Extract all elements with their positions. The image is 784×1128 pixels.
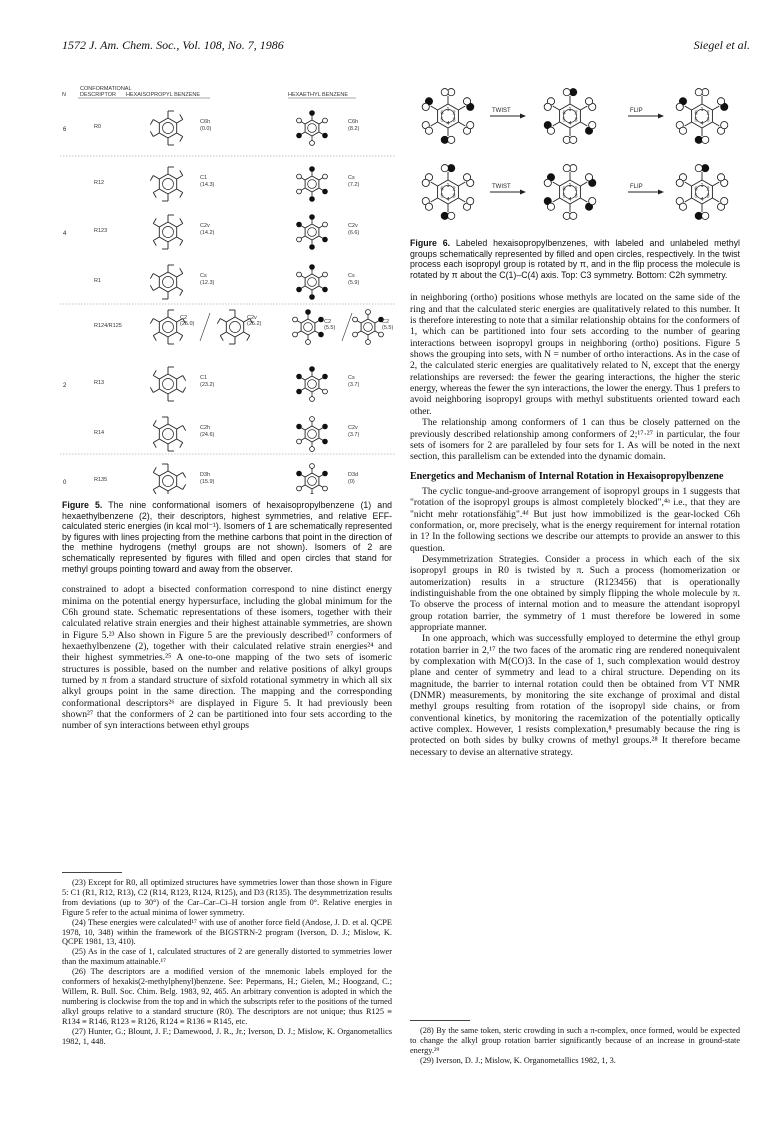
conformer-row xyxy=(63,367,359,402)
energy: (8.2) xyxy=(348,126,360,132)
energy: (7.2) xyxy=(348,182,360,188)
row-c3 xyxy=(422,89,728,144)
ring-number: 6 xyxy=(440,110,444,117)
ring-number: 6 xyxy=(694,110,698,117)
symmetry: C2 xyxy=(382,319,390,325)
descriptor: R13 xyxy=(94,380,105,386)
footnote: (26) The descriptors are a modified version of the mnemonic labels employed for the conformers of hexakis(2-methylphenyl)benzene. See: Pepermans, H.; Gielen, M.; Hoogzand, C.; Willem, R. Bull. Soc. Chim. Belg. 1983, 92, 465. An arbitrary convention is adopted in which the numbering is clockwise from the top and in which the subscripts refer to the positions of the turned alkyl groups relative to a standard structure (R0). The descriptors are not unique; thus R125 ≡ R134 ≡ R146, R123 ≡ R126, R124 ≡ R136 ≡ R145, etc. xyxy=(62,967,392,1026)
col-header: DESCRIPTOR xyxy=(80,92,116,98)
footnote: (25) As in the case of 1, calculated structures of 2 are generally distorted to symmetries lower than the maximum attainable.¹⁷ xyxy=(62,947,392,967)
energy: (25.0) xyxy=(180,321,195,327)
energy: (0) xyxy=(348,479,355,485)
separator xyxy=(342,313,352,341)
ring-number: 3 xyxy=(706,117,710,124)
symmetry: C2v xyxy=(348,425,358,431)
ring-number: 2 xyxy=(574,186,578,193)
conformer-row xyxy=(63,111,359,146)
arrow-head xyxy=(658,190,664,195)
ring-number: 5 xyxy=(694,117,698,124)
body-paragraph: In one approach, which was successfully employed to determine the ethyl group rotation barrier in 2,¹⁷ the two faces of the aromatic ring are rendered nonequivalent by complexation with M(CO)3. In the case of 1, such complexation would destroy plane and center of symmetry and lead to a chiral structure. Depending on its magnitude, the barrier to internal rotation could then be obtained from VT NMR (DNMR) measurements, by monitoring the site exchange of proximal and distal methyl groups resulting from rotation of the isopropyl side chains, or from conventional kinetics, by monitoring the racemization of the potentially optically active complex. However, 1 resists complexation,⁸ presumably because the ring is protected on both sides by bulky crowns of methyl groups.²⁸ It therefore became necessary to devise an alternative strategy. xyxy=(410,633,740,758)
symmetry: Cs xyxy=(348,175,355,181)
ring-number: 5 xyxy=(694,193,698,200)
process-label: FLIP xyxy=(630,108,643,114)
symmetry: C6h xyxy=(200,119,211,125)
ring-number: 1 xyxy=(568,107,572,113)
caption-text: The nine conformational isomers of hexaisopropylbenzene (1) and hexaethylbenzene (2), their descriptors, highest symmetries, and relative EFF-calculated steric energies (in kcal mol⁻¹). Isomers of 1 are schematically represented by figures with lines projecting from the methine carbons that point in the direction of the methine hydrogens (methyl groups are not shown). Isomers of 2 are schematically represented by figures with filled and open circles that stand for methyl groups pointing toward and away from the observer. xyxy=(62,500,392,574)
ring-number: 5 xyxy=(562,117,566,124)
footnote: (23) Except for R0, all optimized structures have symmetries lower than those shown in Figure 5: C1 (R1, R12, R13), C2 (R14, R123, R124, R125), and D3 (R135). The desymmetrization results from deviations (up to 30°) of the Car–Car–Ci–H torsion angle from 0°. Relative energies in Figure 5 refer to the actual minima of lower symmetry. xyxy=(62,878,392,917)
ring-number: 4 xyxy=(700,121,704,127)
energy: (14.3) xyxy=(200,182,215,188)
ring-number: 6 xyxy=(562,110,566,117)
ring-number: 1 xyxy=(446,107,450,113)
symmetry: C2 xyxy=(324,319,332,325)
footnote-divider xyxy=(62,872,122,873)
energy: (12.3) xyxy=(200,280,215,286)
symmetry: Cs xyxy=(348,273,355,279)
symmetry: C1 xyxy=(200,375,208,381)
process-label: TWIST xyxy=(492,108,511,114)
ring-number: 2 xyxy=(706,186,710,193)
symmetry: C2h xyxy=(200,425,211,431)
symmetry: C2v xyxy=(348,223,358,229)
ring-number: 3 xyxy=(452,117,456,124)
arrow-head xyxy=(520,190,526,195)
conformer-row xyxy=(94,265,359,300)
ring-number: 3 xyxy=(574,193,578,200)
energy: (23.2) xyxy=(200,382,215,388)
conformer-row xyxy=(94,167,359,202)
ring-number: 4 xyxy=(700,197,704,203)
ring-number: 6 xyxy=(562,186,566,193)
n-value: 2 xyxy=(63,383,67,389)
footnote: (27) Hunter, G.; Blount, J. F.; Damewood, J. R., Jr.; Iverson, D. J.; Mislow, K. Organometallics 1982, 1, 448. xyxy=(62,1026,392,1046)
ring-number: 3 xyxy=(706,193,710,200)
ring-number: 4 xyxy=(446,197,450,203)
process-label: TWIST xyxy=(492,184,511,190)
descriptor: R14 xyxy=(94,430,105,436)
body-paragraph: in neighboring (ortho) positions whose methyls are located on the same side of the ring and that the calculated steric energies are qualitatively related to this number. It is therefore interesting to note that a similar relationship obtains for the conformers of 1, which can be partitioned into four sets according to the number of gearing interactions between isopropyl groups in neighboring (ortho) positions. Figure 5 shows the grouping into sets, with N = number of ortho interactions. As in the case of 2, the calculated steric energies are qualitatively related to N, except that the energy relationships are reversed: the fewer the gearing interactions, the higher the steric energy, whereas the fewer the syn interactions, the lower the energy. Thus 1 prefers to avoid neighboring isopropyl groups with methyl substituents oriented toward each other. xyxy=(410,292,740,417)
col-header: HEXAETHYL BENZENE xyxy=(288,92,349,98)
body-paragraph: Desymmetrization Strategies. Consider a process in which each of the six isopropyl groups in R0 is twisted by π. Such a process (homomerization or automerization) results in a structure (R123456) that is operationally indistinguishable from the one obtained by simply flipping the whole molecule by π. To observe the process of internal motion and to measure the attendant isopropyl group rotation barrier, the symmetry of 1 must therefore be lowered in some appropriate manner. xyxy=(410,553,740,633)
section-heading: Energetics and Mechanism of Internal Rotation in Hexaisopropylbenzene xyxy=(410,470,724,482)
energy: (3.7) xyxy=(348,382,360,388)
caption-label: Figure 5. xyxy=(62,500,103,510)
symmetry: C2v xyxy=(200,223,210,229)
footnote: (29) Iverson, D. J.; Mislow, K. Organometallics 1982, 1, 3. xyxy=(420,1055,616,1065)
row-c2h xyxy=(422,165,728,220)
symmetry: Cs xyxy=(200,273,207,279)
symmetry: C6h xyxy=(348,119,359,125)
ring-number: 5 xyxy=(440,117,444,124)
ring-number: 1 xyxy=(568,183,572,189)
energy: (5.5) xyxy=(382,325,394,331)
symmetry: C2 xyxy=(180,315,188,321)
ring-number: 1 xyxy=(700,183,704,189)
separator xyxy=(200,313,210,341)
ring-number: 2 xyxy=(706,110,710,117)
energy: (6.6) xyxy=(348,230,360,236)
energy: (5.9) xyxy=(348,280,360,286)
body-paragraph: The relationship among conformers of 1 can thus be closely patterned on the previously described relationship among conformers of 2;¹⁷·²⁷ in particular, the four sets of isomers for 2 are paralleled by four sets for 1. As will be noted in the next section, this parallelism can be extended into the dynamic domain. xyxy=(410,417,740,463)
descriptor: R124/R125 xyxy=(94,323,122,329)
ring-number: 5 xyxy=(440,193,444,200)
col-header: CONFORMATIONAL xyxy=(80,86,132,92)
running-header xyxy=(62,38,750,53)
col-header: HEXAISOPROPYL BENZENE xyxy=(126,92,201,98)
ring-number: 3 xyxy=(574,117,578,124)
descriptor: R135 xyxy=(94,477,108,483)
arrow-head xyxy=(520,114,526,119)
figure-5 xyxy=(60,84,396,494)
conformer-row xyxy=(94,417,359,452)
conformer-row xyxy=(63,215,359,250)
energy: (5.5) xyxy=(324,325,336,331)
ring-number: 4 xyxy=(446,121,450,127)
left-footnotes xyxy=(62,878,392,1046)
symmetry: D3h xyxy=(200,472,211,478)
symmetry: D3d xyxy=(348,472,359,478)
ring-number: 6 xyxy=(694,186,698,193)
ring-number: 4 xyxy=(568,121,572,127)
right-footnotes xyxy=(410,1026,740,1066)
ring-number: 2 xyxy=(452,186,456,193)
footnote: (24) These energies were calculated¹⁷ with use of another force field (Andose, J. D. et al. QCPE 1978, 10, 348) within the framework of the BIGSTRN-2 program (Iverson, D. J.; Mislow, K. QCPE 1981, 13, 410). xyxy=(62,917,392,947)
body-paragraph: The cyclic tongue-and-groove arrangement of isopropyl groups in 1 suggests that "rotation of the isopropyl groups is almost completely blocked",⁴ᵃ i.e., that they are "nicht mehr rotationsfähig".⁴ᵈ But just how immobilized is the gear-locked C6h conformation, or, more precisely, what is the energy requirement for internal rotation in 1? In the following sections we describe our attempts to provide an answer to this question. xyxy=(410,485,740,554)
ring-number: 2 xyxy=(452,110,456,117)
energy: (14.2) xyxy=(200,230,215,236)
left-column xyxy=(62,500,392,732)
energy: (0.0) xyxy=(200,126,212,132)
process-label: FLIP xyxy=(630,184,643,190)
ring-number: 1 xyxy=(446,183,450,189)
figure-6 xyxy=(410,82,740,234)
figure-5-caption xyxy=(62,500,392,574)
energy: (24.6) xyxy=(200,432,215,438)
conformer-row xyxy=(63,464,358,494)
arrow-head xyxy=(658,114,664,119)
descriptor: R123 xyxy=(94,228,108,234)
descriptor: R1 xyxy=(94,278,102,284)
energy: (3.7) xyxy=(348,432,360,438)
n-value: 6 xyxy=(63,127,67,133)
n-header: N xyxy=(62,92,66,98)
n-value: 4 xyxy=(63,231,67,237)
ring-number: 1 xyxy=(700,107,704,113)
conformer-row xyxy=(94,310,393,345)
descriptor: R12 xyxy=(94,180,105,186)
right-column xyxy=(410,238,740,758)
descriptor: R0 xyxy=(94,124,102,130)
footnote-divider xyxy=(410,1020,470,1021)
ring-number: 5 xyxy=(562,193,566,200)
journal-citation: 1572 J. Am. Chem. Soc., Vol. 108, No. 7, 1986 xyxy=(62,38,284,52)
authors: Siegel et al. xyxy=(693,38,750,52)
body-paragraph: constrained to adopt a bisected conformation correspond to nine distinct energy minima on the potential energy hypersurface, including the global minimum for the C6h ground state. Schematic representations of these isomers, together with their calculated relative strain energies and their highest attainable symmetries, are shown in Figure 5.²³ Also shown in Figure 5 are the previously described¹⁷ conformers of hexaethylbenzene (2), together with their calculated relative strain energies²⁴ and their highest symmetries.²⁵ A one-to-one mapping of the two sets of isomeric structures is possible, based on the number and relative positions of alkyl groups turned by π from a standard structure of sixfold rotational symmetry in which all six alkyl groups point in the same direction. The mapping and the corresponding conformational descriptors²⁶ are displayed in Figure 5. It had previously been shown²⁷ that the conformers of 2 can be partitioned into four sets according to the number of syn interactions between ethyl groups xyxy=(62,584,392,732)
symmetry: Cs xyxy=(348,375,355,381)
footnote: (28) By the same token, steric crowding in such a π-complex, once formed, would be expected to change the alkyl group rotation barrier significantly because of an increase in ground-state energy.²⁹ xyxy=(410,1026,740,1055)
energy: (25.2) xyxy=(247,321,262,327)
energy: (15.9) xyxy=(200,479,215,485)
n-value: 0 xyxy=(63,480,67,486)
caption-text: Labeled hexaisopropylbenzenes, with labeled and unlabeled methyl groups schematically represented by filled and open circles, respectively. In the twist process each isopropyl group is rotated by π, and in the flip process the molecule is rotated by π about the C(1)–C(4) axis. Top: C3 symmetry. Bottom: C2h symmetry. xyxy=(410,238,740,280)
ring-number: 3 xyxy=(452,193,456,200)
ring-number: 2 xyxy=(574,110,578,117)
caption-label: Figure 6. xyxy=(410,238,451,248)
symmetry: C1 xyxy=(200,175,208,181)
ring-number: 4 xyxy=(568,197,572,203)
figure-6-caption xyxy=(410,238,740,280)
symmetry: C2v xyxy=(247,315,257,321)
ring-number: 6 xyxy=(440,186,444,193)
